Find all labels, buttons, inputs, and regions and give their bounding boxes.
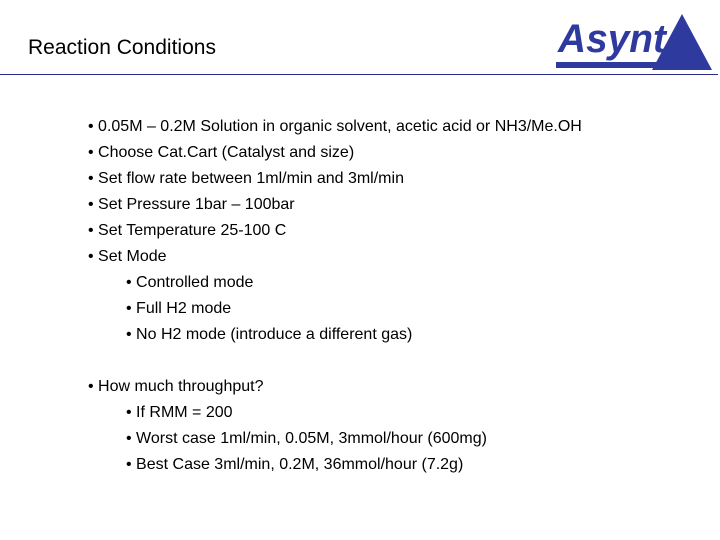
subbullet-best-case: • Best Case 3ml/min, 0.2M, 36mmol/hour (7.2g) [126,456,464,473]
bullet-throughput: • How much throughput? [88,378,264,395]
subbullet-rmm: • If RMM = 200 [126,404,233,421]
subbullet-controlled-mode: • Controlled mode [126,274,254,291]
bullet-solution: • 0.05M – 0.2M Solution in organic solvent, acetic acid or NH3/Me.OH [88,118,582,135]
header-rule [0,74,718,75]
bullet-catcart: • Choose Cat.Cart (Catalyst and size) [88,144,355,161]
subbullet-full-h2-mode: • Full H2 mode [126,300,232,317]
bullet-temperature: • Set Temperature 25-100 C [88,222,287,239]
slide-title: Reaction Conditions [28,36,216,59]
subbullet-no-h2-mode: • No H2 mode (introduce a different gas) [126,326,413,343]
logo-underline [556,62,680,68]
bullet-set-mode: • Set Mode [88,248,167,265]
logo-wordmark: Asynt [557,17,668,61]
spacer [88,348,708,374]
bullet-pressure: • Set Pressure 1bar – 100bar [88,196,295,213]
bullet-flow-rate: • Set flow rate between 1ml/min and 3ml/min [88,170,404,187]
slide-body [88,114,708,478]
asynt-logo [552,12,712,74]
subbullet-worst-case: • Worst case 1ml/min, 0.05M, 3mmol/hour (600mg) [126,430,487,447]
